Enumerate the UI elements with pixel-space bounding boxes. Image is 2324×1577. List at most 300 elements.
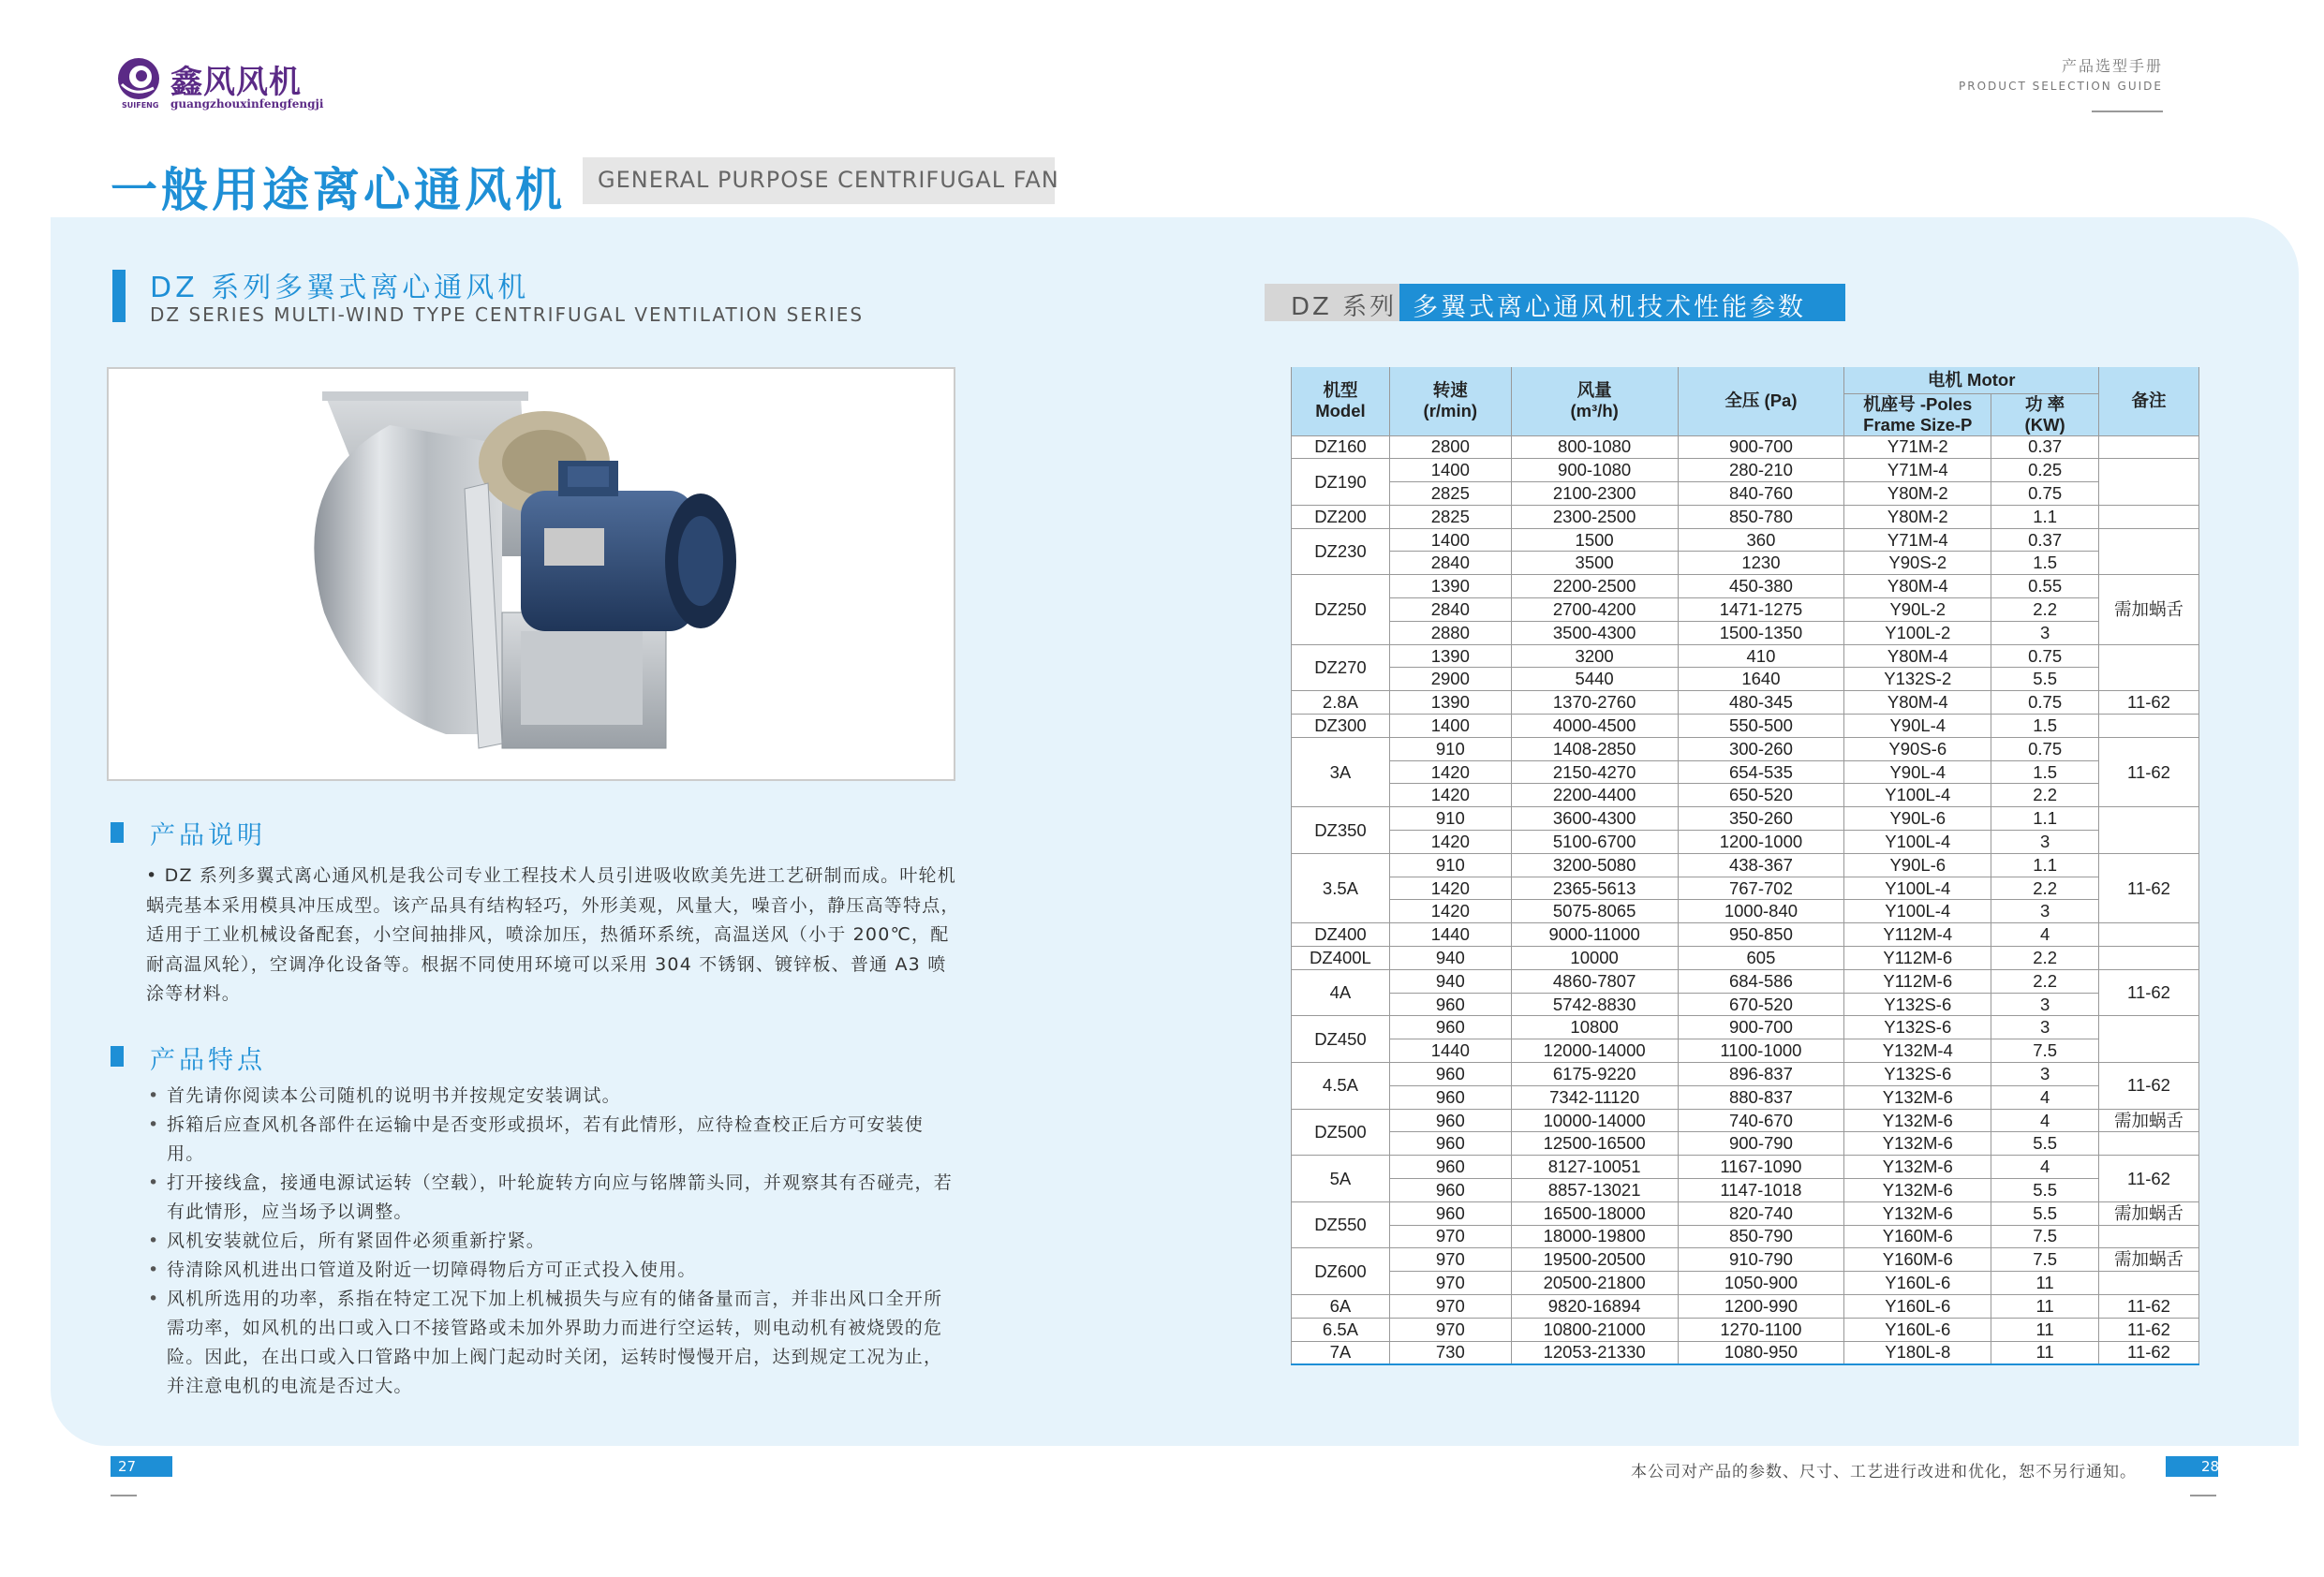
- cell-pressure: 1640: [1678, 668, 1844, 691]
- cell-model: 3.5A: [1292, 853, 1390, 922]
- cell-power: 0.55: [1991, 575, 2099, 598]
- cell-power: 2.2: [1991, 784, 2099, 807]
- cell-power: 3: [1991, 621, 2099, 644]
- cell-flow: 3600-4300: [1511, 807, 1678, 831]
- cell-speed: 1400: [1389, 715, 1511, 738]
- cell-speed: 960: [1389, 1179, 1511, 1202]
- cell-model: DZ230: [1292, 528, 1390, 575]
- cell-remark: 11-62: [2099, 691, 2199, 715]
- cell-model: 3A: [1292, 737, 1390, 806]
- cell-speed: 960: [1389, 1063, 1511, 1086]
- cell-pressure: 820-740: [1678, 1201, 1844, 1225]
- cell-model: DZ400L: [1292, 947, 1390, 970]
- cell-pressure: 410: [1678, 644, 1844, 668]
- cell-frame: Y132M-6: [1844, 1085, 1991, 1109]
- cell-flow: 800-1080: [1511, 435, 1678, 459]
- cell-power: 1.1: [1991, 853, 2099, 877]
- cell-power: 11: [1991, 1341, 2099, 1364]
- cell-remark: 11-62: [2099, 853, 2199, 922]
- cell-speed: 960: [1389, 1016, 1511, 1039]
- table-row: [1292, 621, 2199, 644]
- cell-pressure: 350-260: [1678, 807, 1844, 831]
- cell-model: 4.5A: [1292, 1063, 1390, 1110]
- header-model: 机型 Model: [1292, 367, 1390, 435]
- cell-pressure: 1200-990: [1678, 1294, 1844, 1318]
- cell-model: DZ190: [1292, 459, 1390, 506]
- cell-flow: 2300-2500: [1511, 505, 1678, 528]
- cell-frame: Y132M-6: [1844, 1156, 1991, 1179]
- table-row: [1292, 807, 2199, 831]
- cell-model: 5A: [1292, 1156, 1390, 1202]
- cell-pressure: 300-260: [1678, 737, 1844, 760]
- cell-remark: [2099, 1225, 2199, 1248]
- cell-flow: 1370-2760: [1511, 691, 1678, 715]
- cell-remark: [2099, 528, 2199, 575]
- cell-frame: Y132S-6: [1844, 993, 1991, 1016]
- cell-model: DZ600: [1292, 1248, 1390, 1295]
- table-row: [1292, 598, 2199, 622]
- cell-frame: Y112M-6: [1844, 969, 1991, 993]
- table-row: [1292, 760, 2199, 784]
- cell-flow: 5100-6700: [1511, 831, 1678, 854]
- cell-frame: Y112M-6: [1844, 947, 1991, 970]
- cell-model: 6A: [1292, 1294, 1390, 1318]
- cell-frame: Y100L-2: [1844, 621, 1991, 644]
- cell-remark: [2099, 807, 2199, 854]
- footer-note: 本公司对产品的参数、尺寸、工艺进行改进和优化，恕不另行通知。: [1631, 1463, 2137, 1481]
- cell-remark: 11-62: [2099, 1156, 2199, 1202]
- cell-power: 1.1: [1991, 807, 2099, 831]
- table-row: [1292, 737, 2199, 760]
- cell-flow: 10800-21000: [1511, 1318, 1678, 1341]
- cell-speed: 1420: [1389, 784, 1511, 807]
- header-power: 功 率 (KW): [1991, 393, 2099, 435]
- cell-power: 2.2: [1991, 947, 2099, 970]
- cell-pressure: 550-500: [1678, 715, 1844, 738]
- cell-flow: 2365-5613: [1511, 877, 1678, 900]
- cell-pressure: 605: [1678, 947, 1844, 970]
- cell-frame: Y71M-4: [1844, 459, 1991, 482]
- cell-remark: [2099, 1016, 2199, 1063]
- cell-speed: 1400: [1389, 528, 1511, 552]
- table-row: [1292, 1272, 2199, 1295]
- table-row: [1292, 1063, 2199, 1086]
- cell-frame: Y90S-2: [1844, 552, 1991, 575]
- cell-pressure: 1167-1090: [1678, 1156, 1844, 1179]
- spec-table-body: [1292, 435, 2199, 1364]
- cell-pressure: 1050-900: [1678, 1272, 1844, 1295]
- cell-speed: 2840: [1389, 552, 1511, 575]
- table-row: [1292, 1318, 2199, 1341]
- table-row: [1292, 853, 2199, 877]
- table-row: [1292, 1156, 2199, 1179]
- footer-dash-left: [111, 1495, 137, 1496]
- cell-power: 3: [1991, 1016, 2099, 1039]
- cell-frame: Y132S-2: [1844, 668, 1991, 691]
- table-row: [1292, 482, 2199, 506]
- cell-flow: 9000-11000: [1511, 923, 1678, 947]
- cell-power: 3: [1991, 1063, 2099, 1086]
- section-accent-bar: [112, 270, 126, 322]
- table-row: [1292, 1085, 2199, 1109]
- cell-model: DZ200: [1292, 505, 1390, 528]
- cell-power: 1.5: [1991, 552, 2099, 575]
- cell-model: DZ550: [1292, 1201, 1390, 1248]
- table-row: [1292, 1248, 2199, 1272]
- table-row: [1292, 1225, 2199, 1248]
- logo-sub: SUIFENG: [122, 101, 159, 110]
- table-row: [1292, 1109, 2199, 1132]
- table-row: [1292, 528, 2199, 552]
- table-row: [1292, 575, 2199, 598]
- cell-speed: 1390: [1389, 575, 1511, 598]
- centrifugal-fan-illustration: [109, 369, 955, 781]
- cell-flow: 12000-14000: [1511, 1039, 1678, 1063]
- table-row: [1292, 969, 2199, 993]
- cell-speed: 2840: [1389, 598, 1511, 622]
- cell-model: DZ350: [1292, 807, 1390, 854]
- cell-pressure: 880-837: [1678, 1085, 1844, 1109]
- table-row: [1292, 459, 2199, 482]
- table-row: [1292, 900, 2199, 923]
- guide-label: [1959, 54, 2163, 93]
- cell-pressure: 360: [1678, 528, 1844, 552]
- cell-remark: [2099, 947, 2199, 970]
- cell-remark: 11-62: [2099, 1341, 2199, 1364]
- cell-remark: [2099, 923, 2199, 947]
- cell-flow: 6175-9220: [1511, 1063, 1678, 1086]
- cell-speed: 730: [1389, 1341, 1511, 1364]
- cell-power: 2.2: [1991, 598, 2099, 622]
- cell-speed: 2800: [1389, 435, 1511, 459]
- table-row: [1292, 644, 2199, 668]
- cell-pressure: 840-760: [1678, 482, 1844, 506]
- cell-flow: 8857-13021: [1511, 1179, 1678, 1202]
- cell-flow: 5742-8830: [1511, 993, 1678, 1016]
- table-row: [1292, 552, 2199, 575]
- cell-remark: 11-62: [2099, 1318, 2199, 1341]
- cell-pressure: 1270-1100: [1678, 1318, 1844, 1341]
- cell-flow: 16500-18000: [1511, 1201, 1678, 1225]
- table-title-desc: 多翼式离心通风机技术性能参数: [1399, 284, 1845, 321]
- cell-pressure: 438-367: [1678, 853, 1844, 877]
- cell-frame: Y160L-6: [1844, 1318, 1991, 1341]
- cell-frame: Y132S-6: [1844, 1063, 1991, 1086]
- cell-power: 0.75: [1991, 482, 2099, 506]
- cell-pressure: 850-790: [1678, 1225, 1844, 1248]
- table-row: [1292, 691, 2199, 715]
- cell-power: 7.5: [1991, 1248, 2099, 1272]
- cell-remark: [2099, 644, 2199, 691]
- cell-flow: 2200-4400: [1511, 784, 1678, 807]
- cell-pressure: 850-780: [1678, 505, 1844, 528]
- cell-power: 1.5: [1991, 715, 2099, 738]
- cell-flow: 4860-7807: [1511, 969, 1678, 993]
- cell-flow: 1408-2850: [1511, 737, 1678, 760]
- cell-remark: [2099, 715, 2199, 738]
- cell-speed: 1420: [1389, 831, 1511, 854]
- cell-frame: Y80M-4: [1844, 575, 1991, 598]
- cell-power: 2.2: [1991, 969, 2099, 993]
- cell-flow: 10000-14000: [1511, 1109, 1678, 1132]
- cell-pressure: 1471-1275: [1678, 598, 1844, 622]
- cell-flow: 2700-4200: [1511, 598, 1678, 622]
- guide-divider: [2092, 111, 2163, 112]
- cell-power: 4: [1991, 1109, 2099, 1132]
- cell-frame: Y180L-8: [1844, 1341, 1991, 1364]
- cell-frame: Y80M-2: [1844, 482, 1991, 506]
- cell-flow: 9820-16894: [1511, 1294, 1678, 1318]
- cell-power: 1.1: [1991, 505, 2099, 528]
- cell-remark: 11-62: [2099, 1063, 2199, 1110]
- cell-speed: 970: [1389, 1318, 1511, 1341]
- cell-frame: Y132M-4: [1844, 1039, 1991, 1063]
- table-row: [1292, 1179, 2199, 1202]
- table-row: [1292, 923, 2199, 947]
- cell-flow: 8127-10051: [1511, 1156, 1678, 1179]
- cell-power: 0.37: [1991, 435, 2099, 459]
- cell-speed: 970: [1389, 1225, 1511, 1248]
- cell-power: 5.5: [1991, 1132, 2099, 1156]
- cell-pressure: 900-790: [1678, 1132, 1844, 1156]
- cell-pressure: 1080-950: [1678, 1341, 1844, 1364]
- header-motor: 电机 Motor: [1844, 367, 2099, 393]
- cell-remark: 需加蜗舌: [2099, 1248, 2199, 1272]
- cell-model: DZ300: [1292, 715, 1390, 738]
- cell-flow: 1500: [1511, 528, 1678, 552]
- cell-frame: Y112M-4: [1844, 923, 1991, 947]
- cell-flow: 3200-5080: [1511, 853, 1678, 877]
- cell-frame: Y90L-4: [1844, 760, 1991, 784]
- header-frame: 机座号 -Poles Frame Size-P: [1844, 393, 1991, 435]
- feature-item: • 风机所选用的功率，系指在特定工况下加上机械损失与应有的储备量而言，并非出风口全开所需功率，如风机的出口或入口不接管路或未加外界助力而进行空运转，则电动机有被烧毁的危险。因此，在出口或入口管路中加上阀门起动时关闭，运转时慢慢开启，达到规定工况为止，并注意电机的电流是否过大。: [146, 1285, 961, 1401]
- cell-frame: Y90L-6: [1844, 807, 1991, 831]
- cell-speed: 2880: [1389, 621, 1511, 644]
- cell-pressure: 1230: [1678, 552, 1844, 575]
- cell-pressure: 740-670: [1678, 1109, 1844, 1132]
- cell-speed: 970: [1389, 1272, 1511, 1295]
- cell-frame: Y160L-6: [1844, 1294, 1991, 1318]
- cell-pressure: 1200-1000: [1678, 831, 1844, 854]
- cell-speed: 970: [1389, 1294, 1511, 1318]
- cell-flow: 20500-21800: [1511, 1272, 1678, 1295]
- table-row: [1292, 947, 2199, 970]
- cell-pressure: 450-380: [1678, 575, 1844, 598]
- cell-speed: 2825: [1389, 482, 1511, 506]
- cell-model: DZ450: [1292, 1016, 1390, 1063]
- cell-remark: 11-62: [2099, 969, 2199, 1016]
- cell-frame: Y132M-6: [1844, 1132, 1991, 1156]
- table-row: [1292, 1201, 2199, 1225]
- cell-frame: Y71M-2: [1844, 435, 1991, 459]
- cell-power: 1.5: [1991, 760, 2099, 784]
- logo-mark-icon: [116, 56, 161, 101]
- section-title: DZ 系列多翼式离心通风机: [150, 272, 530, 304]
- cell-remark: [2099, 505, 2199, 528]
- cell-flow: 3200: [1511, 644, 1678, 668]
- cell-frame: Y80M-2: [1844, 505, 1991, 528]
- footer-dash-right: [2190, 1495, 2216, 1496]
- cell-power: 0.75: [1991, 691, 2099, 715]
- cell-speed: 2900: [1389, 668, 1511, 691]
- header-flow: 风量 (m³/h): [1511, 367, 1678, 435]
- cell-flow: 12053-21330: [1511, 1341, 1678, 1364]
- cell-power: 0.75: [1991, 737, 2099, 760]
- cell-model: DZ500: [1292, 1109, 1390, 1156]
- cell-flow: 18000-19800: [1511, 1225, 1678, 1248]
- cell-speed: 2825: [1389, 505, 1511, 528]
- table-row: [1292, 784, 2199, 807]
- cell-power: 5.5: [1991, 668, 2099, 691]
- section-title-en: DZ SERIES MULTI-WIND TYPE CENTRIFUGAL VENTILATION SERIES: [150, 303, 865, 326]
- cell-speed: 1420: [1389, 877, 1511, 900]
- cell-speed: 1420: [1389, 900, 1511, 923]
- cell-flow: 5075-8065: [1511, 900, 1678, 923]
- cell-pressure: 767-702: [1678, 877, 1844, 900]
- table-row: [1292, 1016, 2199, 1039]
- table-row: [1292, 877, 2199, 900]
- cell-flow: 7342-11120: [1511, 1085, 1678, 1109]
- cell-power: 5.5: [1991, 1201, 2099, 1225]
- header-remark: 备注: [2099, 367, 2199, 435]
- table-row: [1292, 1039, 2199, 1063]
- cell-frame: Y80M-4: [1844, 691, 1991, 715]
- cell-pressure: 654-535: [1678, 760, 1844, 784]
- cell-power: 0.25: [1991, 459, 2099, 482]
- cell-speed: 960: [1389, 1201, 1511, 1225]
- cell-speed: 970: [1389, 1248, 1511, 1272]
- cell-pressure: 670-520: [1678, 993, 1844, 1016]
- cell-speed: 940: [1389, 947, 1511, 970]
- cell-model: 6.5A: [1292, 1318, 1390, 1341]
- cell-power: 0.37: [1991, 528, 2099, 552]
- cell-model: DZ160: [1292, 435, 1390, 459]
- cell-flow: 10000: [1511, 947, 1678, 970]
- feature-item: • 风机安装就位后，所有紧固件必须重新拧紧。: [146, 1227, 961, 1256]
- cell-power: 11: [1991, 1294, 2099, 1318]
- guide-label-cn: 产品选型手册: [2061, 57, 2163, 75]
- cell-power: 0.75: [1991, 644, 2099, 668]
- cell-frame: Y132M-6: [1844, 1179, 1991, 1202]
- cell-remark: [2099, 1272, 2199, 1295]
- table-row: [1292, 831, 2199, 854]
- table-row: [1292, 1132, 2199, 1156]
- description-accent-bar: [111, 822, 124, 843]
- cell-model: 4A: [1292, 969, 1390, 1016]
- cell-frame: Y80M-4: [1844, 644, 1991, 668]
- features-accent-bar: [111, 1046, 124, 1067]
- table-title: [1265, 284, 1845, 321]
- cell-pressure: 280-210: [1678, 459, 1844, 482]
- cell-frame: Y90L-6: [1844, 853, 1991, 877]
- features-list: [146, 1082, 961, 1401]
- cell-power: 5.5: [1991, 1179, 2099, 1202]
- cell-frame: Y132M-6: [1844, 1109, 1991, 1132]
- cell-speed: 1440: [1389, 923, 1511, 947]
- guide-label-en: PRODUCT SELECTION GUIDE: [1959, 80, 2163, 93]
- cell-speed: 1390: [1389, 691, 1511, 715]
- cell-remark: 需加蜗舌: [2099, 1109, 2199, 1132]
- cell-flow: 3500-4300: [1511, 621, 1678, 644]
- cell-power: 3: [1991, 993, 2099, 1016]
- cell-speed: 1440: [1389, 1039, 1511, 1063]
- cell-frame: Y132M-6: [1844, 1201, 1991, 1225]
- cell-pressure: 950-850: [1678, 923, 1844, 947]
- header-speed: 转速 (r/min): [1389, 367, 1511, 435]
- cell-speed: 1420: [1389, 760, 1511, 784]
- cell-model: 2.8A: [1292, 691, 1390, 715]
- cell-frame: Y71M-4: [1844, 528, 1991, 552]
- cell-pressure: 1100-1000: [1678, 1039, 1844, 1063]
- cell-model: DZ400: [1292, 923, 1390, 947]
- cell-speed: 910: [1389, 807, 1511, 831]
- cell-power: 4: [1991, 1156, 2099, 1179]
- cell-speed: 960: [1389, 1085, 1511, 1109]
- cell-flow: 2200-2500: [1511, 575, 1678, 598]
- cell-pressure: 900-700: [1678, 1016, 1844, 1039]
- cell-speed: 910: [1389, 853, 1511, 877]
- cell-pressure: 1000-840: [1678, 900, 1844, 923]
- cell-frame: Y100L-4: [1844, 877, 1991, 900]
- cell-flow: 12500-16500: [1511, 1132, 1678, 1156]
- cell-model: DZ250: [1292, 575, 1390, 644]
- cell-speed: 960: [1389, 1132, 1511, 1156]
- cell-speed: 960: [1389, 1156, 1511, 1179]
- cell-frame: Y132S-6: [1844, 1016, 1991, 1039]
- cell-flow: 4000-4500: [1511, 715, 1678, 738]
- logo-name: 鑫风风机: [170, 64, 302, 101]
- cell-speed: 960: [1389, 993, 1511, 1016]
- cell-pressure: 650-520: [1678, 784, 1844, 807]
- cell-power: 3: [1991, 831, 2099, 854]
- cell-remark: [2099, 459, 2199, 506]
- cell-flow: 3500: [1511, 552, 1678, 575]
- cell-frame: Y160M-6: [1844, 1248, 1991, 1272]
- cell-pressure: 896-837: [1678, 1063, 1844, 1086]
- header-pressure: 全压 (Pa): [1678, 367, 1844, 435]
- page-title: 一般用途离心通风机: [111, 163, 566, 217]
- description-heading: 产品说明: [150, 821, 266, 850]
- cell-frame: Y90L-2: [1844, 598, 1991, 622]
- page-number-right: 28: [2201, 1458, 2220, 1475]
- cell-remark: [2099, 1132, 2199, 1156]
- feature-item: • 首先请你阅读本公司随机的说明书并按规定安装调试。: [146, 1082, 961, 1111]
- cell-frame: Y100L-4: [1844, 900, 1991, 923]
- page-title-en: GENERAL PURPOSE CENTRIFUGAL FAN: [583, 157, 1055, 204]
- table-title-series: DZ 系列: [1265, 284, 1399, 321]
- table-row: [1292, 505, 2199, 528]
- cell-pressure: 1147-1018: [1678, 1179, 1844, 1202]
- cell-power: 2.2: [1991, 877, 2099, 900]
- cell-model: DZ270: [1292, 644, 1390, 691]
- cell-speed: 960: [1389, 1109, 1511, 1132]
- cell-remark: 11-62: [2099, 737, 2199, 806]
- cell-speed: 940: [1389, 969, 1511, 993]
- table-row: [1292, 435, 2199, 459]
- page-number-left: 27: [118, 1458, 137, 1475]
- product-photo: [107, 367, 955, 781]
- feature-item: • 拆箱后应查风机各部件在运输中是否变形或损坏，若有此情形，应待检查校正后方可安装使用。: [146, 1111, 961, 1169]
- feature-item: • 打开接线盒，接通电源试运转（空载），叶轮旋转方向应与铭牌箭头同，并观察其有否碰壳，若有此情形，应当场予以调整。: [146, 1169, 961, 1227]
- cell-power: 11: [1991, 1272, 2099, 1295]
- cell-speed: 1400: [1389, 459, 1511, 482]
- cell-power: 7.5: [1991, 1225, 2099, 1248]
- cell-remark: 11-62: [2099, 1294, 2199, 1318]
- table-row: [1292, 993, 2199, 1016]
- cell-flow: 2150-4270: [1511, 760, 1678, 784]
- cell-flow: 2100-2300: [1511, 482, 1678, 506]
- cell-speed: 910: [1389, 737, 1511, 760]
